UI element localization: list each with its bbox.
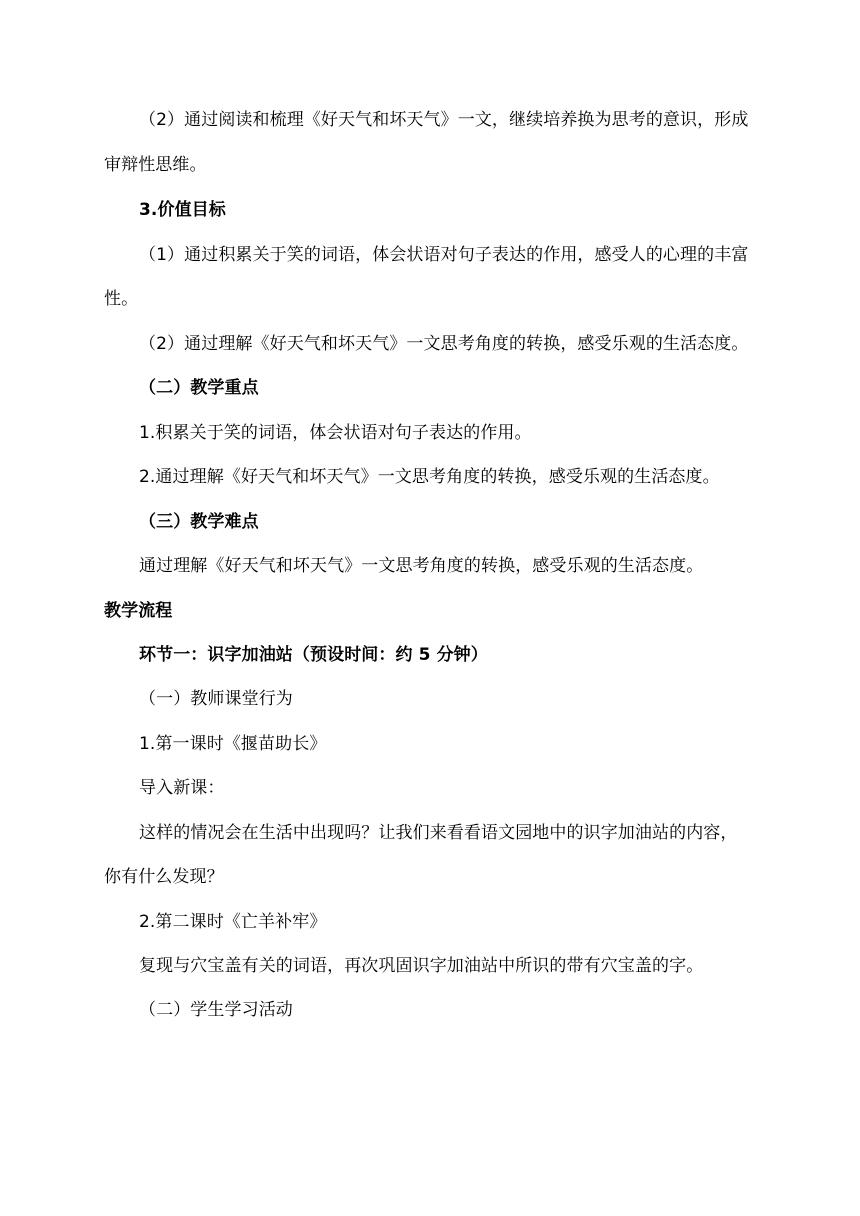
paragraph-line: 通过理解《好天气和坏天气》一文思考角度的转换，感受乐观的生活态度。 <box>139 556 704 576</box>
paragraph-line: （一）教师课堂行为 <box>139 689 293 709</box>
section-heading: （三）教学难点 <box>139 512 259 532</box>
paragraph-line: 性。 <box>104 289 139 309</box>
paragraph-line: 复现与穴宝盖有关的词语，再次巩固识字加油站中所识的带有穴宝盖的字。 <box>139 956 704 976</box>
paragraph-line: 你有什么发现？ <box>104 867 224 887</box>
paragraph-line: （二）学生学习活动 <box>139 1000 293 1020</box>
paragraph-line: （2）通过阅读和梳理《好天气和坏天气》一文，继续培养换为思考的意识，形成 <box>139 110 749 130</box>
section-heading: 教学流程 <box>104 601 173 621</box>
section-heading: 环节一：识字加油站（预设时间：约 5 分钟） <box>139 645 488 665</box>
paragraph-line: （1）通过积累关于笑的词语，体会状语对句子表达的作用，感受人的心理的丰富 <box>139 245 749 265</box>
paragraph-line: 2.第二课时《亡羊补牢》 <box>139 912 327 932</box>
paragraph-line: 审辩性思维。 <box>104 155 207 175</box>
section-heading: 3.价值目标 <box>139 200 226 220</box>
paragraph-line: 1.积累关于笑的词语，体会状语对句子表达的作用。 <box>139 423 532 443</box>
paragraph-line: 导入新课： <box>139 778 225 798</box>
paragraph-line: 2.通过理解《好天气和坏天气》一文思考角度的转换，感受乐观的生活态度。 <box>139 467 720 487</box>
paragraph-line: 1.第一课时《揠苗助长》 <box>139 734 327 754</box>
paragraph-line: （2）通过理解《好天气和坏天气》一文思考角度的转换，感受乐观的生活态度。 <box>139 334 749 354</box>
section-heading: （二）教学重点 <box>139 378 259 398</box>
paragraph-line: 这样的情况会在生活中出现吗？让我们来看看语文园地中的识字加油站的内容， <box>139 823 738 843</box>
